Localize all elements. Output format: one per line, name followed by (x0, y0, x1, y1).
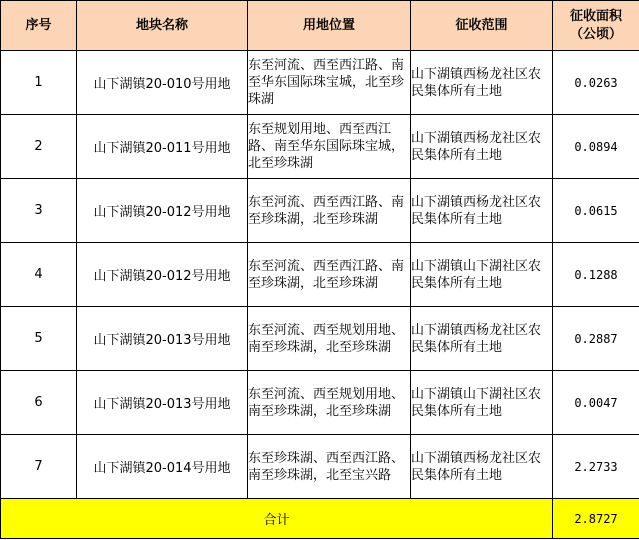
row-area: 0.0894 (553, 115, 639, 179)
row-location: 东至河流、西至西江路、南至华东国际珠宝城，北至珍珠湖 (248, 51, 411, 115)
table-row (1, 435, 639, 499)
row-plot-name: 山下湖镇20-012号用地 (77, 243, 248, 307)
row-location: 东至河流、西至西江路、南至珍珠湖，北至珍珠湖 (248, 243, 411, 307)
row-index: 3 (1, 179, 77, 243)
row-index: 1 (1, 51, 77, 115)
row-location: 东至河流、西至规划用地、南至珍珠湖，北至珍珠湖 (248, 307, 411, 371)
header-plot-name: 地块名称 (77, 1, 248, 51)
header-location: 用地位置 (248, 1, 411, 51)
row-area: 0.0263 (553, 51, 639, 115)
row-plot-name: 山下湖镇20-011号用地 (77, 115, 248, 179)
table-row (1, 51, 639, 115)
row-index: 6 (1, 371, 77, 435)
row-location: 东至珍珠湖、西至西江路、南至珍珠湖，北至宝兴路 (248, 435, 411, 499)
row-area: 2.2733 (553, 435, 639, 499)
row-scope: 山下湖镇山下湖社区农民集体所有土地 (411, 243, 553, 307)
table-row (1, 307, 639, 371)
row-area: 0.2887 (553, 307, 639, 371)
row-scope: 山下湖镇西杨龙社区农民集体所有土地 (411, 179, 553, 243)
row-index: 5 (1, 307, 77, 371)
total-row (1, 499, 639, 539)
row-index: 2 (1, 115, 77, 179)
row-location: 东至规划用地、西至西江路、南至华东国际珠宝城，北至珍珠湖 (248, 115, 411, 179)
header-area-unit: （公顷） (569, 26, 622, 42)
row-plot-name: 山下湖镇20-014号用地 (77, 435, 248, 499)
header-area (553, 1, 639, 51)
table-header-row (1, 1, 639, 51)
row-area: 0.0047 (553, 371, 639, 435)
row-area: 0.0615 (553, 179, 639, 243)
row-plot-name: 山下湖镇20-012号用地 (77, 179, 248, 243)
row-index: 4 (1, 243, 77, 307)
row-scope: 山下湖镇西杨龙社区农民集体所有土地 (411, 115, 553, 179)
row-scope: 山下湖镇西杨龙社区农民集体所有土地 (411, 307, 553, 371)
table-row (1, 243, 639, 307)
row-area: 0.1288 (553, 243, 639, 307)
row-location: 东至河流、西至西江路、南至珍珠湖，北至珍珠湖 (248, 179, 411, 243)
row-plot-name: 山下湖镇20-013号用地 (77, 371, 248, 435)
row-index: 7 (1, 435, 77, 499)
row-scope: 山下湖镇西杨龙社区农民集体所有土地 (411, 51, 553, 115)
row-plot-name: 山下湖镇20-013号用地 (77, 307, 248, 371)
table-row (1, 371, 639, 435)
table-row (1, 179, 639, 243)
header-index: 序号 (1, 1, 77, 51)
table-row (1, 115, 639, 179)
header-area-title: 征收面积 (569, 8, 622, 24)
total-area: 2.8727 (553, 499, 639, 539)
row-scope: 山下湖镇山下湖社区农民集体所有土地 (411, 371, 553, 435)
row-scope: 山下湖镇西杨龙社区农民集体所有土地 (411, 435, 553, 499)
header-scope: 征收范围 (411, 1, 553, 51)
row-plot-name: 山下湖镇20-010号用地 (77, 51, 248, 115)
total-label: 合计 (1, 499, 553, 539)
row-location: 东至河流、西至规划用地、南至珍珠湖，北至珍珠湖 (248, 371, 411, 435)
